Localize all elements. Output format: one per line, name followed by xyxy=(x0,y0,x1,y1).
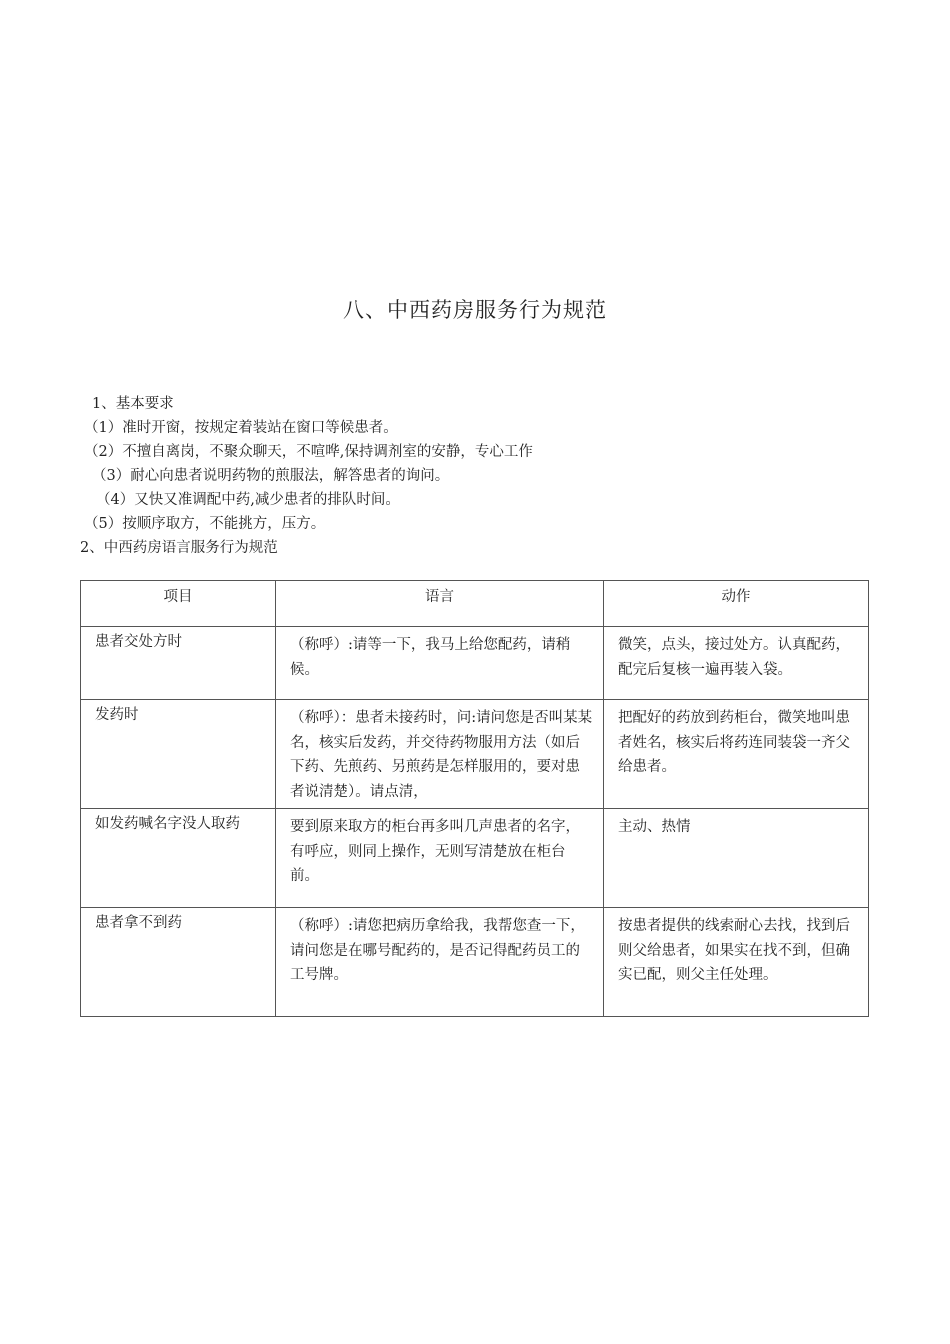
service-spec-table xyxy=(80,580,869,1017)
row-speech: （称呼）:请您把病历拿给我，我帮您查一下，请问您是在哪号配药的，是否记得配药员工的工号牌。 xyxy=(276,908,604,1017)
column-header-speech: 语言 xyxy=(276,581,604,627)
row-item: 发药时 xyxy=(81,700,276,809)
table-row xyxy=(81,809,869,908)
table-header-row xyxy=(81,581,869,627)
row-item: 如发药喊名字没人取药 xyxy=(81,809,276,908)
row-action: 把配好的药放到药柜台，微笑地叫患者姓名，核实后将药连同装袋一齐父给患者。 xyxy=(604,700,869,809)
column-header-action: 动作 xyxy=(604,581,869,627)
column-header-item: 项目 xyxy=(81,581,276,627)
row-action: 主动、热情 xyxy=(604,809,869,908)
row-action: 微笑，点头，接过处方。认真配药，配完后复核一遍再装入袋。 xyxy=(604,627,869,700)
section-2-heading: 2、中西药房语言服务行为规范 xyxy=(80,540,278,556)
page-title: 八、中西药房服务行为规范 xyxy=(343,298,607,322)
row-action: 按患者提供的线索耐心去找，找到后则父给患者，如果实在找不到，但确实已配，则父主任处理。 xyxy=(604,908,869,1017)
requirement-item-4: （4）又快又准调配中药,减少患者的排队时间。 xyxy=(96,492,400,508)
requirement-item-3: （3）耐心向患者说明药物的煎服法，解答患者的询问。 xyxy=(92,468,450,484)
section-1-heading: 1、基本要求 xyxy=(92,396,174,412)
table-row xyxy=(81,627,869,700)
row-speech: （称呼）:请等一下，我马上给您配药，请稍候。 xyxy=(276,627,604,700)
requirement-item-2: （2）不擅自离岗，不聚众聊天，不喧哗,保持调剂室的安静，专心工作 xyxy=(84,444,533,460)
row-item: 患者交处方时 xyxy=(81,627,276,700)
table-row xyxy=(81,700,869,809)
requirement-item-1: （1）准时开窗，按规定着装站在窗口等候患者。 xyxy=(84,420,398,436)
table-row xyxy=(81,908,869,1017)
requirement-item-5: （5）按顺序取方，不能挑方，压方。 xyxy=(84,516,326,532)
row-speech: （称呼）：患者未接药时，问:请问您是否叫某某名，核实后发药，并交待药物服用方法（如后下药、先煎药、另煎药是怎样服用的，要对患者说清楚）。请点清， xyxy=(276,700,604,809)
row-item: 患者拿不到药 xyxy=(81,908,276,1017)
row-speech: 要到原来取方的柜台再多叫几声患者的名字，有呼应，则同上操作，无则写清楚放在柜台前。 xyxy=(276,809,604,908)
